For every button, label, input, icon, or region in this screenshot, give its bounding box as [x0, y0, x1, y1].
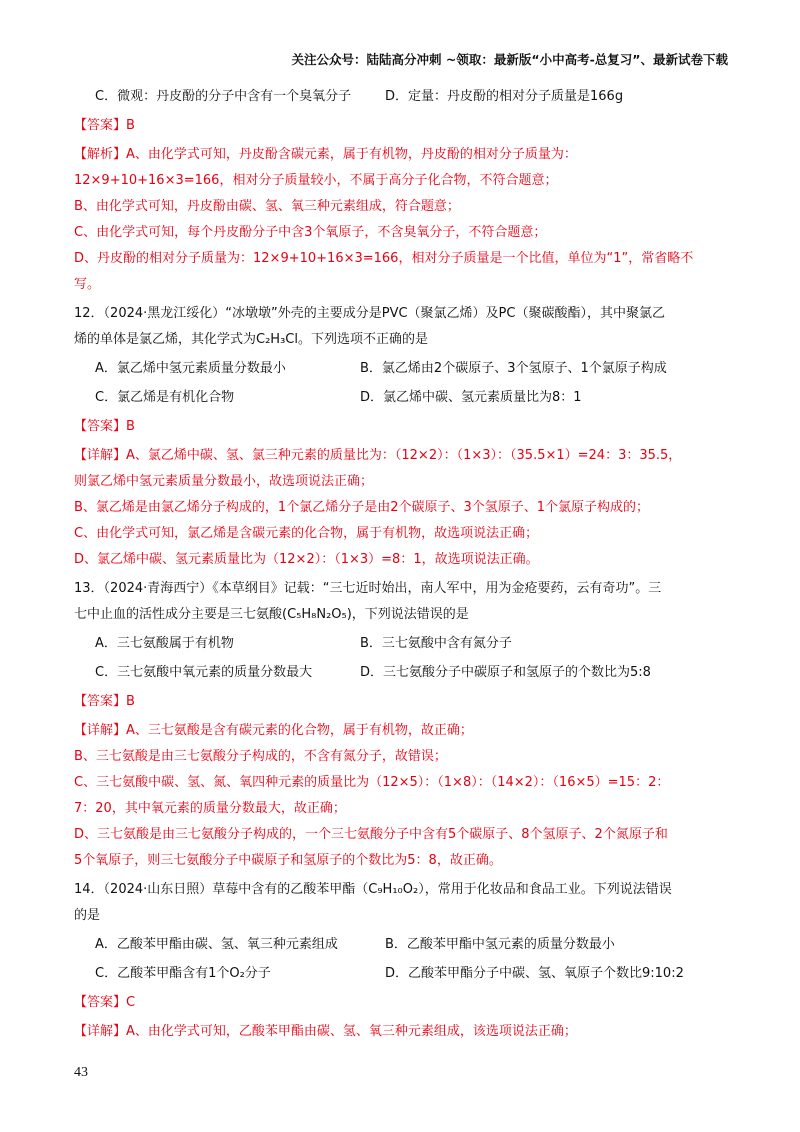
q13-exp-line: 7：20，其中氧元素的质量分数最大，故正确； [74, 801, 346, 816]
q12-exp-line: 则氯乙烯中氢元素质量分数最小，故选项说法正确； [74, 474, 374, 489]
q13-explanation [74, 722, 734, 870]
q14-option-b: B．乙酸苯甲酯中氢元素的质量分数最小 [385, 937, 615, 952]
q11-exp-line: 【解析】A、由化学式可知，丹皮酚含碳元素，属于有机物，丹皮酚的相对分子质量为： [74, 147, 577, 162]
q12-stem-line: 烯的单体是氯乙烯，其化学式为C₂H₃Cl。下列选项不正确的是 [74, 332, 428, 347]
q12-options-cd [74, 389, 734, 407]
page-header: 关注公众号：陆陆高分冲刺 ~领取：最新版“小中高考-总复习”、最新试卷下载 [291, 52, 728, 67]
q13-stem-line: 七中止血的活性成分主要是三七氨酸(C₅H₈N₂O₅)，下列说法错误的是 [74, 607, 469, 622]
q13-exp-line: C、三七氨酸中碳、氢、氮、氧四种元素的质量比为（12×5）：（1×8）：（14×2）：（16×5）=15：2： [74, 775, 670, 790]
q12-option-d: D．氯乙烯中碳、氢元素质量比为8：1 [360, 390, 582, 405]
q12-option-c: C．氯乙烯是有机化合物 [95, 390, 235, 405]
q12-exp-line: 【详解】A、氯乙烯中碳、氢、氯三种元素的质量比为：（12×2）：（1×3）：（35.5×1）=24：3：35.5， [74, 448, 682, 463]
q14-options-cd [74, 965, 734, 983]
q13-stem-line: 13．（2024·青海西宁）《本草纲目》记载：“三七近时始出，南人军中，用为金疮要药，云有奇功”。三 [74, 581, 662, 596]
q13-options-ab [74, 635, 734, 653]
q11-answer: 【答案】B [74, 118, 135, 133]
q12-exp-line: C、由化学式可知，氯乙烯是含碳元素的化合物，属于有机物，故选项说法正确； [74, 526, 539, 541]
q13-option-a: A．三七氨酸属于有机物 [95, 636, 234, 651]
q13-option-b: B．三七氨酸中含有氮分子 [360, 636, 512, 651]
q13-exp-line: D、三七氨酸是由三七氨酸分子构成的，一个三七氨酸分子中含有5个碳原子、8个氢原子、2个氮原子和 [74, 827, 668, 842]
q11-option-c: C．微观：丹皮酚的分子中含有一个臭氧分子 [95, 89, 352, 104]
q14-stem [74, 881, 734, 925]
q11-exp-line: C、由化学式可知，每个丹皮酚分子中含3个氧原子，不含臭氧分子，不符合题意； [74, 225, 547, 240]
q14-stem-line: 14．（2024·山东日照）草莓中含有的乙酸苯甲酯（C₉H₁₀O₂），常用于化妆品和食品工业。下列说法错误 [74, 882, 672, 897]
q13-stem [74, 580, 734, 624]
q11-exp-line: 写。 [74, 277, 101, 292]
q12-option-a: A．氯乙烯中氢元素质量分数最小 [95, 361, 286, 376]
q14-option-d: D．乙酸苯甲酯分子中碳、氢、氧原子个数比9:10:2 [385, 966, 684, 981]
q12-exp-line: D、氯乙烯中碳、氢元素质量比为（12×2）：（1×3）=8：1，故选项说法正确。 [74, 552, 539, 567]
q12-stem [74, 305, 734, 349]
q13-exp-line: 【详解】A、三七氨酸是含有碳元素的化合物，属于有机物，故正确； [74, 723, 473, 738]
q13-option-c: C．三七氨酸中氧元素的质量分数最大 [95, 665, 313, 680]
q14-stem-line: 的是 [74, 908, 101, 923]
q11-option-d: D．定量：丹皮酚的相对分子质量是166g [385, 89, 624, 104]
q11-explanation [74, 146, 734, 294]
q14-option-c: C．乙酸苯甲酯含有1个O₂分子 [95, 966, 271, 981]
q11-exp-line: 12×9+10+16×3=166，相对分子质量较小，不属于高分子化合物，不符合题意； [74, 173, 558, 188]
q13-exp-line: B、三七氨酸是由三七氨酸分子构成的，不含有氮分子，故错误； [74, 749, 447, 764]
q13-options-cd [74, 664, 734, 682]
q13-answer: 【答案】B [74, 694, 135, 709]
q14-explanation [74, 1023, 734, 1041]
q12-explanation [74, 447, 734, 569]
q14-option-a: A．乙酸苯甲酯由碳、氢、氧三种元素组成 [95, 937, 338, 952]
q11-options-cd [74, 88, 734, 106]
page-number: 43 [74, 1065, 88, 1080]
q12-exp-line: B、氯乙烯是由氯乙烯分子构成的，1个氯乙烯分子是由2个碳原子、3个氢原子、1个氯原子构成的； [74, 500, 650, 515]
q12-option-b: B．氯乙烯由2个碳原子、3个氢原子、1个氯原子构成 [360, 361, 667, 376]
q12-options-ab [74, 360, 734, 378]
q13-option-d: D．三七氨酸分子中碳原子和氢原子的个数比为5:8 [360, 665, 651, 680]
q14-exp-line: 【详解】A、由化学式可知，乙酸苯甲酯由碳、氢、氧三种元素组成，该选项说法正确； [74, 1024, 577, 1039]
q13-exp-line: 5个氧原子，则三七氨酸分子中碳原子和氢原子的个数比为5：8，故正确。 [74, 853, 502, 868]
q14-answer: 【答案】C [74, 995, 136, 1010]
q12-answer: 【答案】B [74, 419, 135, 434]
q11-exp-line: B、由化学式可知，丹皮酚由碳、氢、氧三种元素组成，符合题意； [74, 199, 460, 214]
q12-stem-line: 12．（2024·黑龙江绥化）“冰墩墩”外壳的主要成分是PVC（聚氯乙烯）及PC（聚碳酸酯），其中聚氯乙 [74, 306, 665, 321]
q14-options-ab [74, 936, 734, 954]
q11-exp-line: D、丹皮酚的相对分子质量为：12×9+10+16×3=166，相对分子质量是一个比值，单位为“1”，常省略不 [74, 251, 694, 266]
document-body [74, 88, 734, 1052]
